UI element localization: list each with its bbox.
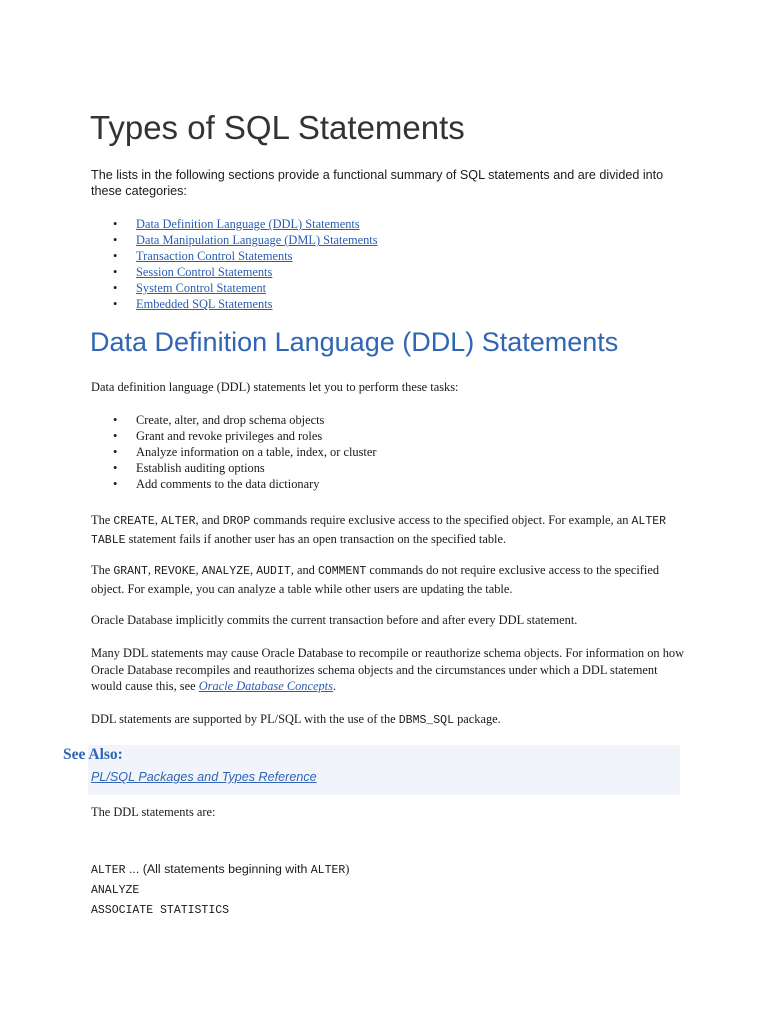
code-alter: ALTER xyxy=(161,515,196,528)
bullet-icon: • xyxy=(113,445,118,459)
code-comment: COMMENT xyxy=(317,565,367,578)
task-text: Grant and revoke privileges and roles xyxy=(136,429,323,443)
text: The xyxy=(91,563,114,577)
list-item xyxy=(91,412,377,428)
list-item xyxy=(91,248,378,264)
code-drop: DROP xyxy=(222,515,251,528)
text: package. xyxy=(453,712,501,726)
code-alter-table: ALTER TABLE xyxy=(91,515,667,547)
bullet-icon: • xyxy=(113,429,118,443)
exclusive-access-paragraph xyxy=(91,512,691,549)
bullet-icon: • xyxy=(113,249,118,263)
text: , and xyxy=(195,513,223,527)
ddl-section-heading: Data Definition Language (DDL) Statements xyxy=(90,327,619,357)
text: , xyxy=(147,563,155,577)
task-text: Establish auditing options xyxy=(136,461,265,475)
intro-paragraph: The lists in the following sections provide a functional summary of SQL statements and are divided into these categories: xyxy=(91,168,664,198)
bullet-icon: • xyxy=(113,265,118,279)
statement-alter xyxy=(91,862,349,877)
statement-note: ... (All statements beginning with xyxy=(125,862,311,876)
statement-associate-statistics xyxy=(91,902,229,917)
bullet-icon: • xyxy=(113,477,118,491)
toc-link-dml[interactable]: Data Manipulation Language (DML) Statements xyxy=(136,233,378,247)
ddl-statements-intro: The DDL statements are: xyxy=(91,805,216,819)
text: , xyxy=(250,563,257,577)
bullet-icon: • xyxy=(113,413,118,427)
code-dbms-sql: DBMS_SQL xyxy=(398,714,454,727)
list-item xyxy=(91,232,378,248)
list-item xyxy=(91,476,377,492)
recompile-paragraph xyxy=(91,645,686,695)
code-alter-statement: ALTER xyxy=(91,864,126,877)
bullet-icon: • xyxy=(113,217,118,231)
toc-link-embedded-sql[interactable]: Embedded SQL Statements xyxy=(136,297,273,311)
task-text: Add comments to the data dictionary xyxy=(136,477,320,491)
page-title: Types of SQL Statements xyxy=(90,109,465,146)
text: ) xyxy=(345,862,350,876)
list-item xyxy=(91,444,377,460)
list-item xyxy=(91,264,378,280)
text: , and xyxy=(290,563,318,577)
text: DDL statements are supported by PL/SQL with the use of the xyxy=(91,712,399,726)
text: . xyxy=(332,679,337,693)
ddl-task-list xyxy=(91,412,377,492)
text: statement fails if another user has an open transaction on the specified table. xyxy=(125,531,507,546)
text: commands do not require exclusive access to the specified object. For example, you can analyze a table while other users are updating the table. xyxy=(91,563,660,596)
bullet-icon: • xyxy=(113,281,118,295)
oracle-concepts-link[interactable]: Oracle Database Concepts xyxy=(198,679,333,693)
task-text: Analyze information on a table, index, or cluster xyxy=(136,445,377,459)
toc-link-session-control[interactable]: Session Control Statements xyxy=(136,265,273,279)
bullet-icon: • xyxy=(113,461,118,475)
code-analyze: ANALYZE xyxy=(201,565,251,578)
code-create: CREATE xyxy=(113,515,155,528)
see-also-label: See Also: xyxy=(63,746,123,763)
ddl-tasks-intro: Data definition language (DDL) statements let you to perform these tasks: xyxy=(91,380,459,394)
category-link-list xyxy=(91,216,378,312)
list-item xyxy=(91,280,378,296)
list-item xyxy=(91,428,377,444)
code-grant: GRANT xyxy=(113,565,148,578)
plsql-support-paragraph xyxy=(91,711,691,730)
non-exclusive-paragraph xyxy=(91,562,691,597)
text: The xyxy=(91,513,114,527)
code-revoke: REVOKE xyxy=(154,565,196,578)
toc-link-ddl[interactable]: Data Definition Language (DDL) Statements xyxy=(136,217,360,231)
plsql-packages-link[interactable]: PL/SQL Packages and Types Reference xyxy=(91,770,317,784)
bullet-icon: • xyxy=(113,297,118,311)
statement-analyze xyxy=(91,882,139,897)
code-audit: AUDIT xyxy=(256,565,291,578)
code-associate-statistics: ASSOCIATE STATISTICS xyxy=(91,904,230,917)
list-item xyxy=(91,296,378,312)
toc-link-transaction-control[interactable]: Transaction Control Statements xyxy=(136,249,293,263)
text: Many DDL statements may cause Oracle Database to recompile or reauthorize schema objects. For information on how Oracle Database recompiles and reauthorizes schema objects and the circumstances under which a DDL statement would cause this, see xyxy=(91,646,685,693)
code-analyze-statement: ANALYZE xyxy=(91,884,140,897)
code-alter-note: ALTER xyxy=(310,864,346,877)
text: , xyxy=(154,513,161,527)
text: commands require exclusive access to the specified object. For example, an xyxy=(250,513,632,527)
list-item xyxy=(91,460,377,476)
bullet-icon: • xyxy=(113,233,118,247)
task-text: Create, alter, and drop schema objects xyxy=(136,413,325,427)
toc-link-system-control[interactable]: System Control Statement xyxy=(136,281,267,295)
implicit-commit-paragraph: Oracle Database implicitly commits the current transaction before and after every DDL statement. xyxy=(91,613,578,627)
list-item xyxy=(91,216,378,232)
text: , xyxy=(195,563,202,577)
